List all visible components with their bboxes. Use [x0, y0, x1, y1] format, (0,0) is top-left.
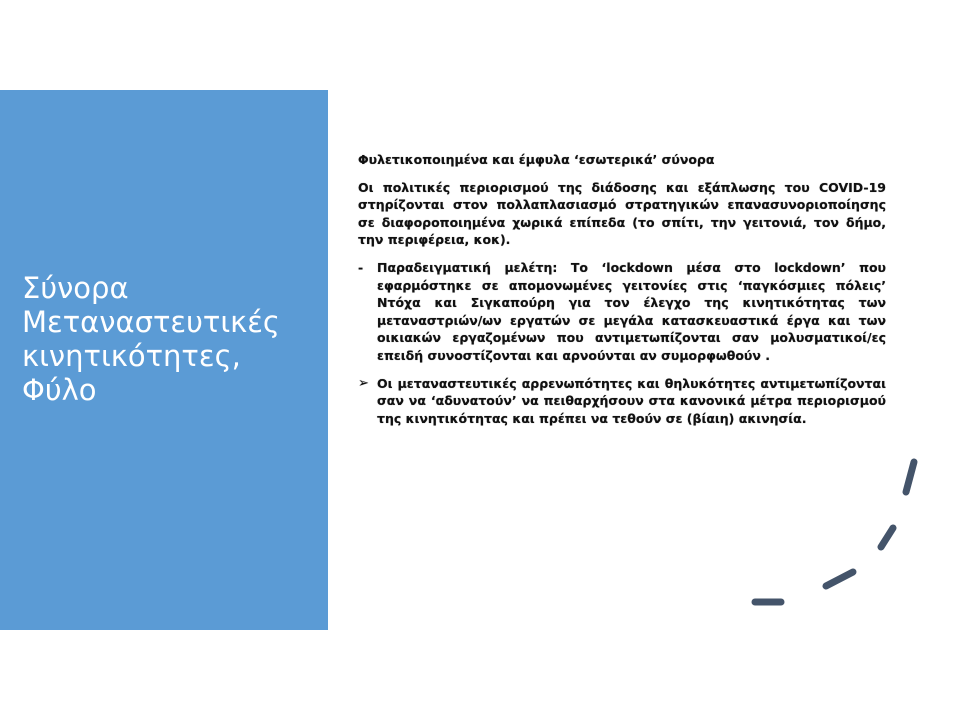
slide-body — [358, 151, 886, 427]
arc-dash-2 — [881, 528, 893, 547]
slide-title-line-3: κινητικότητες, — [22, 339, 241, 373]
case-study-quote: ‘lockdown μέσα στο lockdown’ — [601, 259, 846, 275]
intro-paragraph: Οι πολιτικές περιορισμού της διάδοσης και εξάπλωσης του COVID-19 στηρίζονται στον πολλαπλασιασμό στρατηγικών επανασυνοριοποίησης σε διαφοροποιημένα χωρικά επίπεδα (το σπίτι, την γειτονιά, τον δήμο, την περιφέρεια, κοκ). — [358, 179, 886, 248]
arc-dash-3 — [826, 572, 853, 586]
arrow-bullet-icon: ➢ — [358, 375, 369, 391]
conclusion-item — [358, 375, 886, 428]
conclusion-text: Οι μεταναστευτικές αρρενωπότητες και θηλυκότητες αντιμετωπίζονται σαν να ‘αδυνατούν’ να πειθαρχήσουν στα κανονικά μέτρα περιορισμού της κινητικότητας και πρέπει να τεθούν σε (βίαιη) ακινησία. — [377, 375, 886, 426]
body-heading: Φυλετικοποιημένα και έμφυλα ‘εσωτερικά’ σύνορα — [358, 152, 715, 167]
dash-bullet: - — [358, 259, 364, 275]
arc-dash-1 — [906, 462, 914, 492]
case-study-lead: Παραδειγματική μελέτη: Το — [377, 259, 602, 275]
slide-title-line-4: Φύλο — [22, 373, 97, 407]
slide-title-line-2: Μεταναστευτικές — [22, 305, 280, 339]
case-study-text — [377, 259, 886, 365]
decorative-dashed-arc — [740, 450, 940, 620]
case-study-item — [358, 259, 886, 365]
slide-title — [22, 271, 322, 407]
slide-title-line-1: Σύνορα — [22, 271, 129, 305]
case-study-rest: που εφαρμόστηκε σε απομονωμένες γειτονίες στις ‘παγκόσμιες πόλεις’ Ντόχα και Σιγκαπούρη για τον έλεγχο της κινητικότητας των μεταναστριών/ων εργατών σε μεγάλα κατασκευαστικά έργα και των οικιακών εργαζομένων που αντιμετωπίζονται σαν μολυσματικοί/ες επειδή συνοστίζονται και αρνούνται αν συμορφωθούν . — [377, 259, 886, 363]
